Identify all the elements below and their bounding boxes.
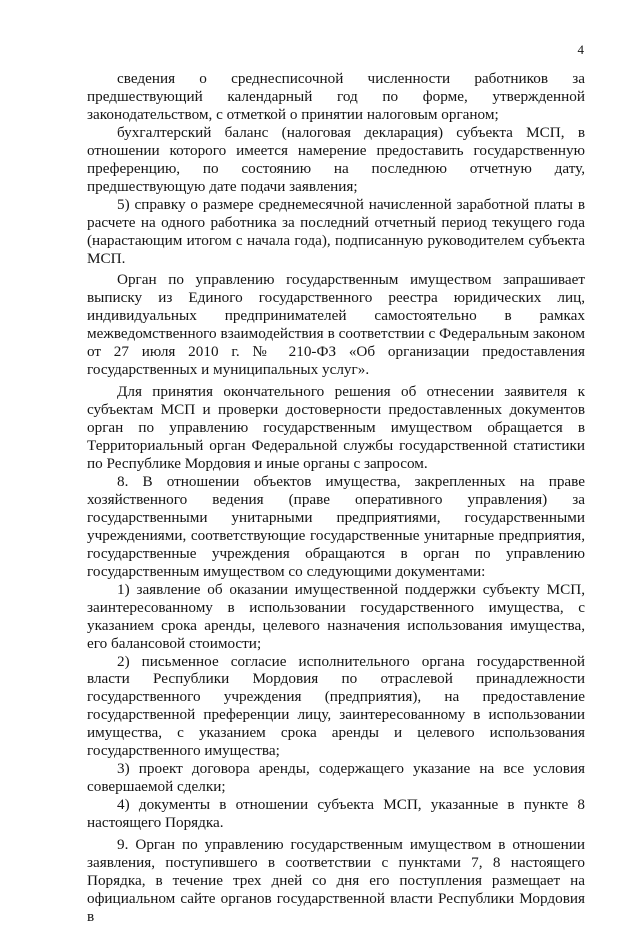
paragraph-staff-count-info: сведения о среднесписочной численности работников за предшествующий календарный год по форме, утвержденной законодательством, с отметкой о принятии налоговым органом; bbox=[87, 70, 585, 123]
paragraph-item-9: 9. Орган по управлению государственным имуществом в отношении заявления, поступившего в соответствии с пунктами 7, 8 настоящего Порядка, в течение трех дней со дня его поступления размещает на официальном сайте органов государственной власти Республики Мордовия в bbox=[87, 836, 585, 925]
paragraph-item-8: 8. В отношении объектов имущества, закрепленных на праве хозяйственного ведения (праве оперативного управления) за государственными унитарными предприятиями, государственными учреждениями, соответствующие государственные унитарные предприятия, государственные учреждения обращаются в орган по управлению государственным имуществом со следующими документами: bbox=[87, 472, 585, 580]
paragraph-subitem-3: 3) проект договора аренды, содержащего указание на все условия совершаемой сделки; bbox=[87, 760, 585, 796]
paragraph-statistics-request: Для принятия окончательного решения об отнесении заявителя к субъектам МСП и проверки достоверности предоставленных документов орган по управлению государственным имуществом обращается в Территориальный орган Федеральной службы государственной статистики по Республике Мордовия и иные органы с запросом. bbox=[87, 383, 585, 473]
page-number: 4 bbox=[577, 42, 584, 57]
paragraph-registry-extract: Орган по управлению государственным имуществом запрашивает выписку из Единого государственного реестра юридических лиц, индивидуальных предпринимателей самостоятельно в рамках межведомственного взаимодействия в соответствии с Федеральным законом от 27 июля 2010 г. № 210-ФЗ «Об организации предоставления государственных и муниципальных услуг». bbox=[87, 271, 585, 379]
paragraph-subitem-4: 4) документы в отношении субъекта МСП, указанные в пункте 8 настоящего Порядка. bbox=[87, 796, 585, 832]
paragraph-subitem-1: 1) заявление об оказании имущественной поддержки субъекту МСП, заинтересованному в использовании государственного имущества, с указанием срока аренды, целевого назначения использования имущества, его балансовой стоимости; bbox=[87, 580, 585, 652]
paragraph-salary-certificate: 5) справку о размере среднемесячной начисленной заработной платы в расчете на одного работника за последний отчетный период текущего года (нарастающим итогом с начала года), подписанную руководителем субъекта МСП. bbox=[87, 195, 585, 267]
paragraph-subitem-2: 2) письменное согласие исполнительного органа государственной власти Республики Мордовия по отраслевой принадлежности государственного учреждения (предприятия), на предоставление государственной преференции лицу, заинтересованному в использовании имущества, с указанием срока аренды и целевого использования государственного имущества; bbox=[87, 652, 585, 760]
paragraph-balance-sheet: бухгалтерский баланс (налоговая декларация) субъекта МСП, в отношении которого имеется намерение предоставить государственную преференцию, по состоянию на последнюю отчетную дату, предшествующую дате подачи заявления; bbox=[87, 123, 585, 195]
body-text bbox=[87, 70, 585, 926]
